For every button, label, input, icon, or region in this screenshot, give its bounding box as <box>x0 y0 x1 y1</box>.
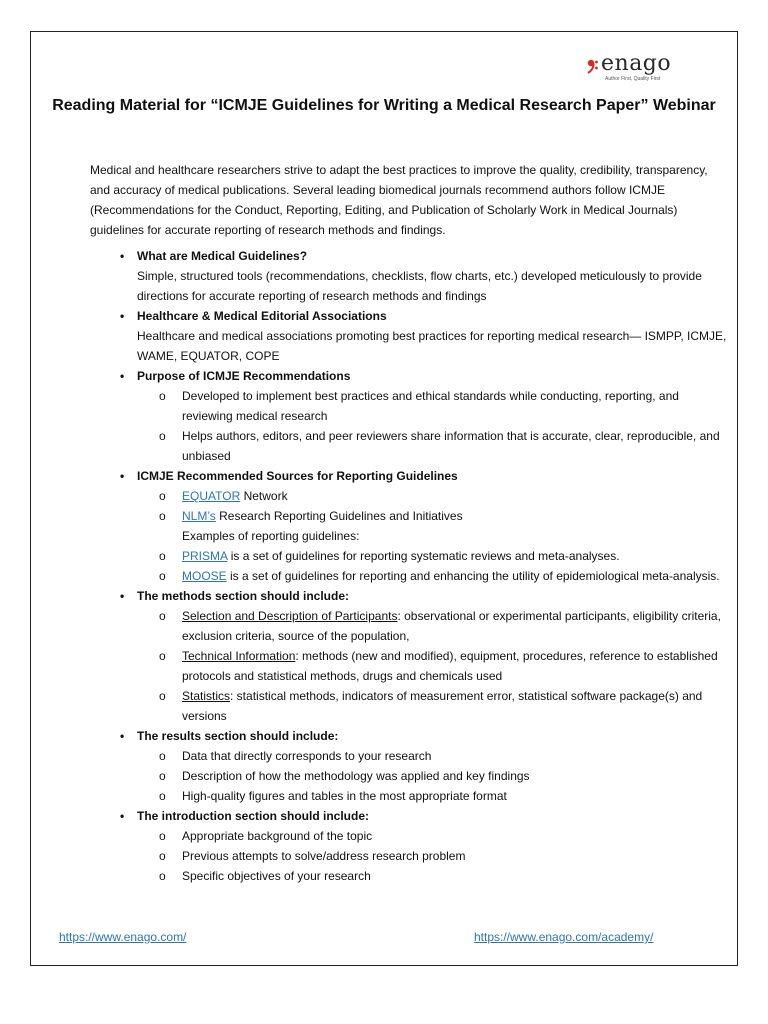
main-bullet-list <box>90 246 730 886</box>
sub-list <box>137 606 730 726</box>
list-item-medical-guidelines <box>90 246 730 306</box>
sub-list-item <box>137 846 730 866</box>
bullet-icon: • <box>120 809 125 823</box>
sub-list-item <box>137 686 730 726</box>
footer-link-enago[interactable]: https://www.enago.com/ <box>59 930 187 944</box>
circle-bullet-icon: o <box>159 509 166 523</box>
circle-bullet-icon: o <box>159 389 166 403</box>
sub-list-item <box>137 566 730 586</box>
sub-item-term: Selection and Description of Participants <box>182 609 398 623</box>
sub-list <box>137 386 730 466</box>
sub-list-item <box>137 426 730 466</box>
bullet-icon: • <box>120 309 125 323</box>
page-title: Reading Material for “ICMJE Guidelines for Writing a Medical Research Paper” Webinar <box>52 97 716 114</box>
enago-logo-mark-icon <box>585 55 599 75</box>
bullet-icon: • <box>120 249 125 263</box>
list-item-introduction <box>90 806 730 886</box>
bullet-icon: • <box>120 589 125 603</box>
circle-bullet-icon: o <box>159 429 166 443</box>
sub-item-text: Specific objectives of your research <box>182 869 371 883</box>
circle-bullet-icon: o <box>159 829 166 843</box>
sub-list-item <box>137 506 730 526</box>
sub-item-text: Appropriate background of the topic <box>182 829 373 843</box>
footer-link-academy[interactable]: https://www.enago.com/academy/ <box>474 930 654 944</box>
circle-bullet-icon: o <box>159 609 166 623</box>
list-item-associations <box>90 306 730 366</box>
nlm-link[interactable]: NLM’s <box>182 509 216 523</box>
section-text: Healthcare and medical associations promoting best practices for reporting medical research— ISMPP, ICMJE, WAME, EQUATOR, COPE <box>137 329 727 363</box>
logo-tagline: Author First, Quality First <box>605 76 661 82</box>
sub-item-text: : methods (new and modified), equipment, procedures, reference to established protocols and statistical methods, drugs and chemicals used <box>182 649 718 683</box>
sub-list-item <box>137 386 730 426</box>
bullet-icon: • <box>120 369 125 383</box>
bullet-icon: • <box>120 729 125 743</box>
equator-link[interactable]: EQUATOR <box>182 489 241 503</box>
sub-list-item <box>137 606 730 646</box>
sub-list-item <box>137 766 730 786</box>
sub-item-text: Data that directly corresponds to your research <box>182 749 432 763</box>
logo-wordmark: enago <box>601 51 672 76</box>
sub-item-text: : observational or experimental participants, eligibility criteria, exclusion criteria, source of the population, <box>182 609 721 643</box>
circle-bullet-icon: o <box>159 749 166 763</box>
sub-item-text: Previous attempts to solve/address research problem <box>182 849 466 863</box>
circle-bullet-icon: o <box>159 489 166 503</box>
sub-list <box>137 486 730 526</box>
circle-bullet-icon: o <box>159 789 166 803</box>
sub-item-text: Helps authors, editors, and peer reviewers share information that is accurate, clear, reproducible, and unbiased <box>182 429 720 463</box>
section-heading: The results section should include: <box>137 729 339 743</box>
list-item-results <box>90 726 730 806</box>
sub-item-text: High-quality figures and tables in the most appropriate format <box>182 789 507 803</box>
circle-bullet-icon: o <box>159 649 166 663</box>
sub-list-item <box>137 486 730 506</box>
sub-item-text: Developed to implement best practices and ethical standards while conducting, reporting, and reviewing medical research <box>182 389 679 423</box>
circle-bullet-icon: o <box>159 549 166 563</box>
sub-item-text: is a set of guidelines for reporting systematic reviews and meta-analyses. <box>227 549 620 563</box>
sub-item-text: Description of how the methodology was applied and key findings <box>182 769 530 783</box>
sub-item-term: Technical Information <box>182 649 296 663</box>
sub-item-text: Network <box>240 489 288 503</box>
intro-paragraph: Medical and healthcare researchers strive to adapt the best practices to improve the quality, credibility, transparency, and accuracy of medical publications. Several leading biomedical journals recommend authors follow ICMJE (Recommendations for the Conduct, Reporting, Editing, and Publication of Scholarly Work in Medical Journals) guidelines for accurate reporting of research methods and findings. <box>90 163 708 237</box>
examples-label: Examples of reporting guidelines: <box>182 529 360 543</box>
page-border <box>30 31 738 966</box>
sub-list-item <box>137 866 730 886</box>
circle-bullet-icon: o <box>159 569 166 583</box>
circle-bullet-icon: o <box>159 849 166 863</box>
section-heading: Healthcare & Medical Editorial Associations <box>137 309 387 323</box>
section-text: Simple, structured tools (recommendations, checklists, flow charts, etc.) developed meticulously to provide directions for accurate reporting of research methods and findings <box>137 269 702 303</box>
moose-link[interactable]: MOOSE <box>182 569 227 583</box>
circle-bullet-icon: o <box>159 869 166 883</box>
sub-list-item <box>137 786 730 806</box>
enago-logo <box>585 49 675 89</box>
sub-list-item <box>137 826 730 846</box>
prisma-link[interactable]: PRISMA <box>182 549 228 563</box>
section-heading: The introduction section should include: <box>137 809 369 823</box>
section-heading: What are Medical Guidelines? <box>137 249 308 263</box>
sub-list-item <box>137 746 730 766</box>
sub-list <box>137 826 730 886</box>
list-item-methods <box>90 586 730 726</box>
sub-item-text: Research Reporting Guidelines and Initiatives <box>215 509 463 523</box>
circle-bullet-icon: o <box>159 769 166 783</box>
sub-item-text: is a set of guidelines for reporting and enhancing the utility of epidemiological meta-analysis. <box>226 569 720 583</box>
list-item-sources <box>90 466 730 586</box>
section-heading: The methods section should include: <box>137 589 350 603</box>
circle-bullet-icon: o <box>159 689 166 703</box>
sub-list <box>137 546 730 586</box>
sub-item-term: Statistics <box>182 689 231 703</box>
document-body <box>90 160 730 886</box>
section-heading: Purpose of ICMJE Recommendations <box>137 369 351 383</box>
sub-list <box>137 746 730 806</box>
sub-list-item <box>137 646 730 686</box>
sub-list-item <box>137 546 730 566</box>
list-item-purpose <box>90 366 730 466</box>
section-heading: ICMJE Recommended Sources for Reporting Guidelines <box>137 469 458 483</box>
bullet-icon: • <box>120 469 125 483</box>
sub-item-text: : statistical methods, indicators of measurement error, statistical software package(s) and versions <box>182 689 703 723</box>
